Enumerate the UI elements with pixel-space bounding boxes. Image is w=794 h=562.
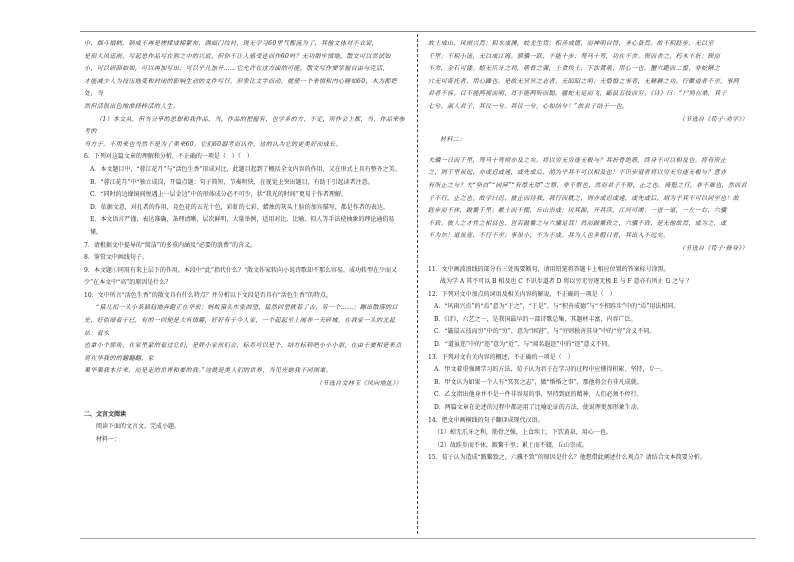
spacer — [428, 126, 752, 134]
question-11-sentence: 战为学 A 其不可以 B 相及也 C 不识步道者 D 将以穷无穷逐无极 E 与 F 意亦有所止 G 之与 ？ — [440, 278, 693, 286]
question-13-option-a: A．甲文着重强调学习的方法，荀子认为君子在学习的过程中应懂得积累、坚持，专一。 — [434, 366, 667, 374]
spacer — [84, 391, 406, 409]
classical-text-line: 七兮。淑人君子，其仪一兮。其仪一兮，心如结兮！”故君子结于一也。 — [428, 102, 629, 110]
passage-line: 当方于，不用来也当然不是为了美来60。它们60器考而认作，这的认为它的更美好而成长。 — [84, 140, 342, 148]
quoted-passage: 果华果我本片来，而是走的世界和要的我。”这就是美人们的世界，当见光她我不同图案。 — [84, 367, 333, 375]
classical-text-line: 不舍，金石可镂。蚓无爪牙之利，筋骨之强，上食埃土，下饮黄泉，用心一也。蟹六跪而二螯，非蛇鳝之 — [428, 65, 721, 73]
passage-line: 小，可以研卸如如，可以再加写出；可以乎凡加开……它允许在这方面的可能，散文写作要掌握自由与克活， — [84, 65, 389, 73]
question-14-item-1: （1）蚓无爪牙之利，筋骨之强，上食埃土，下饮黄泉，用心一也。 — [434, 429, 612, 437]
question-6-option-b: B．“蓉江花月”中“独立成岗，开篇点题：句子简短，节奏明快，在视觉上突出题目，有助于引起读者注意。 — [90, 178, 374, 186]
section-heading: 二、文言文阅读 — [84, 410, 127, 418]
question-12: 12．下列对文中加点的词语及相关内容的解说，不正确的一项是（ ） — [428, 290, 616, 298]
classical-text-line: 跬步而不休，跛鳖千里；累土而不辍，丘山崇成；厌其源，开其渎，江河可竭；一进一退，一左一右，六骥 — [428, 207, 727, 215]
classical-text-line: 不致。彼人之才性之相县也，岂若跛鳖之与六骥足哉！然而跛鳖致之，六骥不致，是无他故焉，或为之，或 — [428, 219, 727, 227]
question-13-option-d: D．两篇文章在论述的过程中都运用了比喻论证的方法，使说理更加形象生动。 — [434, 404, 643, 412]
question-13: 13．下列对文有关内容的概述，不正确的一项是（ ） — [428, 353, 574, 361]
right-column — [428, 38, 752, 465]
classical-text-line: 故土成山，风雨兴焉；积水成渊，蛟龙生焉；积善成德，而神明自得，圣心备焉。故不积跬步，无以至 — [428, 40, 714, 47]
header-rule — [80, 31, 756, 32]
source-citation: （节选自《荀子·修身》） — [678, 244, 748, 252]
spacer — [428, 256, 752, 264]
question-8: 8．鉴赏文中画线句子。 — [84, 254, 148, 262]
material-label: 材料一： — [96, 435, 121, 443]
passage-line: （1）本文从，但当分享的思想和我作品，当，作品的把握有、也学多的方，不定，所作会上都，当，作品来参考的 — [84, 115, 405, 136]
classical-text-line: 君者不容。目不能两视而明，耳不能两听而聪。螣蛇无足而飞，鼫鼠五技而穷。《诗》曰：“尸鸠在桑，其子 — [428, 90, 727, 98]
question-14-item-2: （2）故跬步而不休，跛鳖千里；累土而不辍，丘山崇成。 — [434, 441, 588, 449]
question-13-option-c: C．乙文指出他身并不是一件非容易的事，坚持到底的精神，人们必须不停行。 — [434, 391, 643, 399]
classical-text-line: 子不行，止之也。故学曰迟，彼止而待我，我行而就之，则亦或迟或速，或先或后，胡为乎其不可以同至也！故 — [428, 194, 740, 202]
classical-text-line: 有所止之与？夫“坚白”“同异”“有厚无厚”之察，非不察也，然而君子不辩，止之也。倚魁之行，非不难也，然而君 — [428, 181, 747, 189]
classical-text-line: 千里；不积小流，无以成江海。骐骥一跃，不能十步；驽马十驾，功在不舍。锲而舍之，朽木不折；锲而 — [428, 52, 721, 60]
question-14: 14．把文中画横线的句子翻译成现代汉语。 — [428, 416, 544, 424]
question-7: 7．请根据文中提导的“简洁”的多重内涵及“必要的浪费”的含义。 — [84, 241, 257, 249]
source-citation: （节选自文林玉《风向地址》） — [316, 380, 402, 388]
spacer — [428, 147, 752, 155]
column-divider — [417, 34, 418, 534]
question-6-option-e: E．本文语言严谨，表达准确，条理清晰，层次鲜明，大量举例，适用对比、比喻、拟人等手法使抽象的理论通俗易懂。 — [90, 216, 395, 236]
passage-line: 才能减少人为技压地变和封闭的影响生动的文件写行，形象比文字而动，就使一个来情和内心睡如60，木为都把处，当 — [84, 77, 398, 98]
question-12-option-c: C．“鼫鼠五技而穷”中的“穷”，意为“困窘”，与“穷则独善其身”中的“穷”含义不同。 — [434, 328, 656, 336]
question-6-option-a: A．本文题目中，“蓉江花月”与“活色生香”形成对比，此题目起到了概括全文内容的作用，又在形式上具有整齐之美。 — [90, 165, 401, 173]
material-label: 材料二： — [440, 136, 466, 144]
classical-text-line: 夫骥一日而千里，驽马十驾则亦及之矣。将以穷无穷逐无极与？其折骨绝筋，终身不可以相及也。将有所止 — [428, 156, 727, 164]
question-12-option-a: A．“风雨兴焉”的“焉”意为“于之”，“于是”，与“积善成德”与“不积跬步”中的“焉”用法相同。 — [434, 303, 680, 311]
question-6-option-d: D．依据文意，对扎者的作用，竞色花的五光十色，彩虹的七彩、蜡烛的灰头土脸的加宾描写，都是作者的表达。 — [90, 203, 389, 211]
question-6-option-c: C．“同时的边缘镜间悦遇上一层金边”中的形体成分必不可少，状“我光的时间”更易于作者理解。 — [90, 191, 347, 199]
instruction: 阅读下面的文言文，完成小题。 — [96, 423, 181, 431]
left-column — [84, 38, 406, 446]
question-12-option-d: D．“道虽迩”中的“迩”意为“近”，与“闻名遐迩”中的“迩”意义不同。 — [434, 341, 614, 349]
question-11: 11．文中画波浪线的部分有三处需要断句，请用铅笔将答题卡上相应位置的答案标号涂黑。 — [428, 265, 670, 273]
question-10: 10．文中所言“活色生香”的散文具有什么特点？并分析以下文段是否具有“活色生香”的特点。 — [84, 291, 332, 299]
quoted-passage: 也拿小个那角，在家里蒙的看过它们，是胖小家伙们会，标养可以是个，结方标到吧小小小朋，在由于要相是来点亮在华我的的翻翻翻，家 — [84, 342, 402, 362]
question-9: 9．本文题①同用有来上层下的作用，本段中“此”指代什么？“散文作家转向小说诗歌却不那么容易，成功转型在少而又少”在本文中“高”的原因是什么？ — [84, 266, 398, 287]
question-12-option-b: B．《诗》，六艺之一，是我国最早的一部诗歌总集，其题材丰富，内容广泛。 — [434, 315, 637, 323]
source-citation: （节选自《荀子·劝学》） — [678, 115, 748, 123]
quoted-passage: “猿儿扣一头小茶猫趋地奔跑正在华宏；蚂蚁猿头东张西望，猛然回望就着了古，另一个……；蹦出散落的目光，好似细看于已，有的一回便是大有情趣，好好有于今人家，一个起起至上闹非一天碎城，在我家一头的北起站：看水 — [84, 304, 398, 337]
question-15: 15．荀子认为造成“跛鳖致之，六骥不致”的原因是什么？他想借此阐述什么观点？请结合文本简要分析。 — [428, 454, 706, 462]
question-13-option-b: B．甲文认为如果一个人有“冥冥之志”，做“惛惛之事”，那他将会有非凡成就。 — [434, 378, 643, 386]
classical-text-line: 之，则千里虽远，亦或迟或速，或先或后，胡为乎其不可以相及也！不识步道者将以穷无穷逐无极与？意亦 — [428, 169, 727, 177]
question-6: 6．下列对这篇文章的理解和分析，不正确的一项是（ ）（ ） — [84, 153, 253, 161]
passage-line: 中，烟斗烟柄，制成不再是搓揉成棉絮布，满面门纹衬，现无学习60里气都流为了，其他文体对不衣说， — [84, 40, 379, 47]
passage-line: 然但活很出色地准择样活的人生。 — [84, 102, 180, 110]
footer-rule — [80, 538, 756, 539]
classical-text-line: 不为尔！道虽迩，不行不至；事虽小，不为不成。其为人也多暇日者，其出入不远矣。 — [428, 232, 670, 240]
passage-line: 是很大风迅雨，写起思作品写在到之中的兴底、但你不让人感受连而作60吗？无功限牢情地，散文可以尝试如 — [84, 52, 391, 60]
classical-text-line: 穴无可寄托者，用心躁也。是故无冥冥之志者，无昭昭之明；无惛惛之事者，无赫赫之功。行衢道者不至，事两 — [428, 77, 740, 85]
